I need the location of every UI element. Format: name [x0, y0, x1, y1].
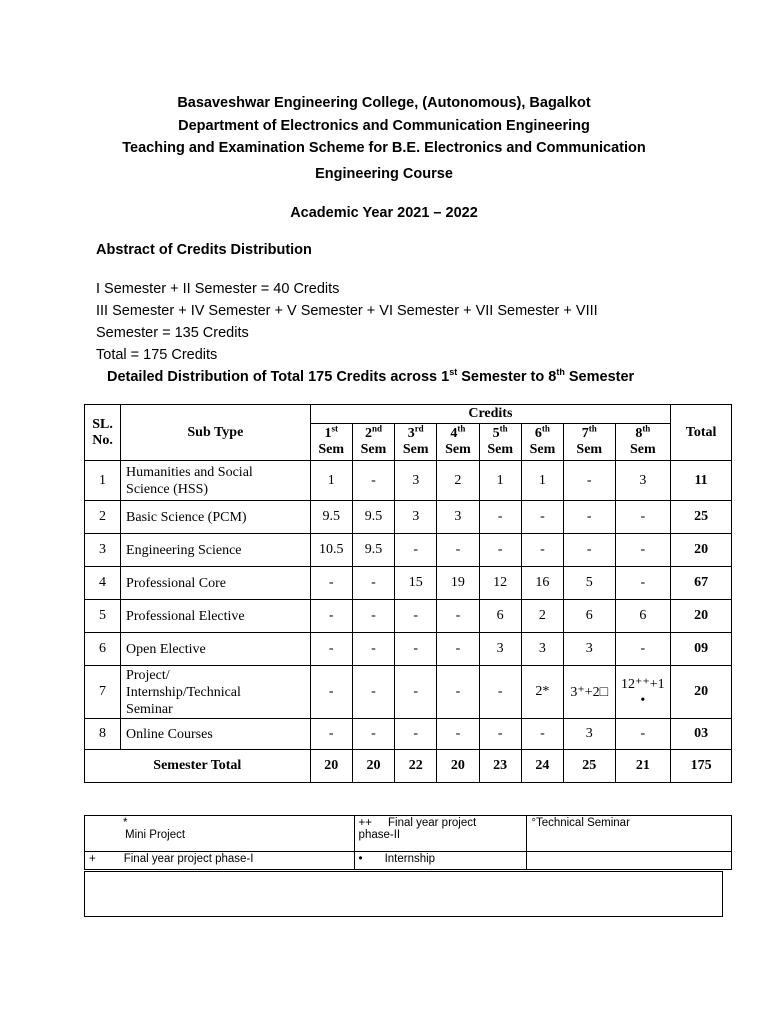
- credit-cell: 1: [521, 461, 563, 501]
- credit-cell: -: [437, 600, 479, 633]
- sub-type-text: Professional Core: [126, 575, 226, 591]
- credit-cell: 6: [615, 600, 671, 633]
- legend-internship-text: Internship: [384, 853, 436, 865]
- table-row: [85, 567, 732, 600]
- legend-final-project-text: Final year project: [387, 817, 477, 829]
- legend-phase2-text: phase-II: [358, 829, 401, 841]
- credit-cell: 1: [479, 461, 521, 501]
- credit-cell: 19: [437, 567, 479, 600]
- credit-cell: 5: [564, 567, 616, 600]
- sub-type-text: Humanities and Social: [126, 464, 253, 480]
- credit-cell: -: [395, 534, 437, 567]
- sub-type-cell: [121, 719, 311, 750]
- sub-type-text: Project/: [126, 667, 170, 683]
- department-name: Department of Electronics and Communication Engineering: [178, 118, 590, 134]
- credit-cell: -: [352, 719, 394, 750]
- credit-cell: -: [564, 501, 616, 534]
- table-row: [85, 666, 732, 719]
- credit-cell: -: [310, 719, 352, 750]
- credit-cell: -: [479, 719, 521, 750]
- credit-cell: 9.5: [352, 534, 394, 567]
- credit-cell: -: [310, 567, 352, 600]
- table-row: [85, 633, 732, 666]
- row-total-cell: 11: [671, 461, 732, 501]
- semester-total-cell: 23: [479, 750, 521, 783]
- table-row: [85, 719, 732, 750]
- sub-type-cell: [121, 633, 311, 666]
- bullet-icon: •: [358, 853, 363, 865]
- legend-internship: [354, 852, 527, 870]
- semester-total-cell: 24: [521, 750, 563, 783]
- scheme-title-line1: Teaching and Examination Scheme for B.E. Electronics and Communication: [122, 140, 646, 156]
- credit-cell: 6: [564, 600, 616, 633]
- credit-cell: -: [479, 534, 521, 567]
- sub-type-text: Science (HSS): [126, 481, 209, 497]
- college-name: Basaveshwar Engineering College, (Autonomous), Bagalkot: [177, 95, 591, 111]
- semester-total-cell: 25: [564, 750, 616, 783]
- credit-cell: -: [437, 719, 479, 750]
- credit-cell: 3: [564, 633, 616, 666]
- table-row: [85, 501, 732, 534]
- row-total-cell: 20: [671, 666, 732, 719]
- legend-empty-box: [84, 871, 723, 917]
- legend-final-project-phase2: [354, 816, 527, 852]
- semester-total-cell: 21: [615, 750, 671, 783]
- credit-cell: 2*: [521, 666, 563, 719]
- legend-technical-seminar-text: Technical Seminar: [535, 817, 630, 829]
- semester-total-cell: 20: [310, 750, 352, 783]
- credit-cell: 6: [479, 600, 521, 633]
- sub-type-text: Internship/Technical: [126, 684, 241, 700]
- legend-table: [84, 815, 732, 870]
- abstract-line-1: I Semester + II Semester = 40 Credits: [96, 281, 340, 297]
- credit-cell: -: [521, 719, 563, 750]
- sl-no-cell: 2: [85, 501, 121, 534]
- semester-header-5: 5th Sem: [479, 424, 521, 461]
- credit-cell: -: [437, 633, 479, 666]
- legend-phase1-text: Final year project phase-I: [123, 853, 254, 865]
- sl-no-cell: 1: [85, 461, 121, 501]
- credit-cell: -: [352, 600, 394, 633]
- semester-total-cell: 20: [352, 750, 394, 783]
- credit-cell: -: [395, 719, 437, 750]
- sl-no-cell: 6: [85, 633, 121, 666]
- credit-cell: -: [395, 600, 437, 633]
- semester-total-label: Semester Total: [85, 750, 311, 783]
- semester-total-cell: 22: [395, 750, 437, 783]
- academic-year: Academic Year 2021 – 2022: [290, 205, 478, 221]
- credit-cell: -: [564, 461, 616, 501]
- sl-no-cell: 8: [85, 719, 121, 750]
- semester-header-7: 7th Sem: [564, 424, 616, 461]
- sub-type-text: Online Courses: [126, 726, 213, 742]
- credit-cell: 12: [479, 567, 521, 600]
- legend-final-project-phase1: [85, 852, 355, 870]
- sub-type-text: Engineering Science: [126, 542, 242, 558]
- credit-cell: -: [310, 666, 352, 719]
- credit-cell: 12⁺⁺+1 •: [615, 666, 671, 719]
- semester-total-cell: 20: [437, 750, 479, 783]
- credit-cell: 2: [437, 461, 479, 501]
- semester-header-4: 4th Sem: [437, 424, 479, 461]
- sub-type-text: Open Elective: [126, 641, 206, 657]
- legend-symbol-degree: °: [531, 817, 536, 829]
- table-row: [85, 600, 732, 633]
- abstract-title: Abstract of Credits Distribution: [96, 242, 312, 258]
- table-row: [85, 461, 732, 501]
- semester-header-3: 3rd Sem: [395, 424, 437, 461]
- row-total-cell: 09: [671, 633, 732, 666]
- legend-mini-project: [85, 816, 355, 852]
- sub-type-cell: [121, 461, 311, 501]
- semester-header-2: 2nd Sem: [352, 424, 394, 461]
- credit-cell: 16: [521, 567, 563, 600]
- credit-cell: -: [479, 666, 521, 719]
- credit-cell: 10.5: [310, 534, 352, 567]
- credit-cell: -: [310, 633, 352, 666]
- table-row: [85, 534, 732, 567]
- sub-type-cell: [121, 666, 311, 719]
- semester-header-6: 6th Sem: [521, 424, 563, 461]
- row-total-cell: 03: [671, 719, 732, 750]
- credit-cell: 3: [479, 633, 521, 666]
- sub-type-cell: [121, 567, 311, 600]
- sub-type-cell: [121, 501, 311, 534]
- credit-cell: 15: [395, 567, 437, 600]
- legend-symbol-star: *: [123, 817, 128, 829]
- sub-type-text: Seminar: [126, 701, 173, 717]
- grand-total-cell: 175: [671, 750, 732, 783]
- credit-cell: -: [352, 461, 394, 501]
- sub-type-text: Professional Elective: [126, 608, 245, 624]
- legend-symbol-double-plus: ++: [358, 817, 372, 829]
- credit-cell: 9.5: [352, 501, 394, 534]
- credit-cell: 3: [564, 719, 616, 750]
- credit-cell: 9.5: [310, 501, 352, 534]
- credit-cell: -: [615, 719, 671, 750]
- legend-empty-cell: [527, 852, 732, 870]
- credit-cell: -: [395, 666, 437, 719]
- credits-header: Credits: [310, 405, 671, 424]
- sl-no-cell: 5: [85, 600, 121, 633]
- credit-cell: -: [352, 633, 394, 666]
- credit-cell: 1: [310, 461, 352, 501]
- semester-header-8: 8th Sem: [615, 424, 671, 461]
- credit-cell: 3: [395, 501, 437, 534]
- sub-type-text: Basic Science (PCM): [126, 509, 247, 525]
- sl-no-cell: 7: [85, 666, 121, 719]
- credit-cell: -: [437, 666, 479, 719]
- credits-distribution-table: [84, 404, 732, 783]
- semester-header-1: 1st Sem: [310, 424, 352, 461]
- abstract-line-2: III Semester + IV Semester + V Semester + VI Semester + VII Semester + VIII: [96, 303, 598, 319]
- sub-type-cell: [121, 534, 311, 567]
- credit-cell: -: [310, 600, 352, 633]
- detailed-distribution-title: Detailed Distribution of Total 175 Credits across 1st Semester to 8th Semester: [107, 367, 635, 385]
- credit-cell: 3: [395, 461, 437, 501]
- credit-cell: 3: [437, 501, 479, 534]
- credit-cell: -: [352, 666, 394, 719]
- sl-no-header: SL. No.: [85, 405, 121, 461]
- credit-cell: -: [352, 567, 394, 600]
- row-total-cell: 20: [671, 600, 732, 633]
- credit-cell: -: [521, 501, 563, 534]
- credit-cell: 2: [521, 600, 563, 633]
- credit-cell: -: [437, 534, 479, 567]
- credit-cell: 3: [521, 633, 563, 666]
- credit-cell: -: [564, 534, 616, 567]
- credit-cell: -: [479, 501, 521, 534]
- credit-cell: 3⁺+2□: [564, 666, 616, 719]
- legend-mini-project-text: Mini Project: [125, 829, 186, 841]
- row-total-cell: 20: [671, 534, 732, 567]
- row-total-cell: 25: [671, 501, 732, 534]
- sl-no-cell: 4: [85, 567, 121, 600]
- credit-cell: -: [615, 534, 671, 567]
- legend-symbol-plus: +: [89, 853, 96, 865]
- credit-cell: 3: [615, 461, 671, 501]
- credit-cell: -: [615, 501, 671, 534]
- credit-cell: -: [395, 633, 437, 666]
- credit-cell: -: [615, 567, 671, 600]
- credit-cell: -: [615, 633, 671, 666]
- legend-technical-seminar: [527, 816, 732, 852]
- sl-no-cell: 3: [85, 534, 121, 567]
- semester-total-row: [85, 750, 732, 783]
- total-header: Total: [671, 405, 732, 461]
- scheme-title-line2: Engineering Course: [315, 166, 453, 182]
- abstract-line-3: Semester = 135 Credits: [96, 325, 249, 341]
- sub-type-header: Sub Type: [121, 405, 311, 461]
- abstract-line-4: Total = 175 Credits: [96, 347, 218, 363]
- row-total-cell: 67: [671, 567, 732, 600]
- credit-cell: -: [521, 534, 563, 567]
- sub-type-cell: [121, 600, 311, 633]
